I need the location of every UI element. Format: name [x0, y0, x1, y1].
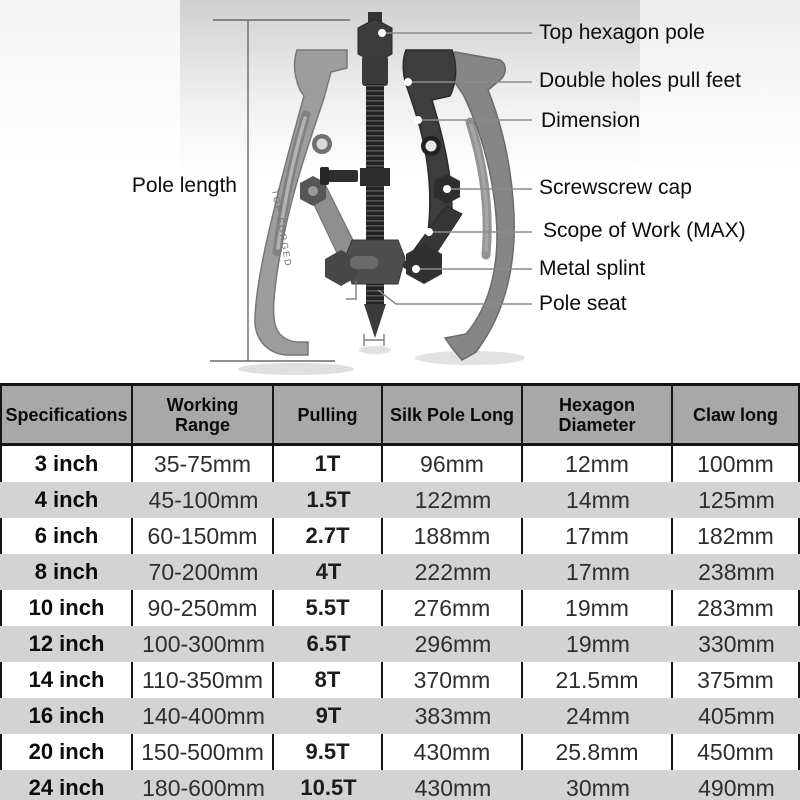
cell-hexagon-diameter: 17mm — [523, 518, 673, 554]
cell-specification: 20 inch — [0, 734, 133, 770]
cell-hexagon-diameter: 30mm — [566, 774, 630, 800]
cell-specification: 12 inch — [28, 631, 105, 656]
cell-pulling: 2.7T — [274, 518, 383, 554]
spec-table — [0, 383, 800, 800]
cell-pulling: 1.5T — [306, 487, 351, 512]
cell-specification: 16 inch — [28, 703, 105, 728]
cell-silk-pole-long: 222mm — [414, 558, 492, 585]
cell-silk-pole-long: 430mm — [383, 734, 523, 770]
header-label: Silk Pole Long — [389, 404, 514, 425]
label-top-hexagon-pole: Top hexagon pole — [539, 21, 705, 44]
table-row — [0, 590, 800, 626]
cell-silk-pole-long: 96mm — [383, 446, 523, 482]
label-double-holes-pull-feet: Double holes pull feet — [539, 69, 741, 92]
cell-claw-long: 450mm — [673, 734, 800, 770]
cell-claw-long: 238mm — [698, 558, 775, 585]
cell-hexagon-diameter: 25.8mm — [523, 734, 673, 770]
cell-working-range: 110-350mm — [133, 662, 274, 698]
cell-working-range: 180-600mm — [142, 774, 265, 800]
header-working-range — [133, 386, 274, 443]
cell-pulling: 8T — [274, 662, 383, 698]
cell-claw-long: 100mm — [673, 446, 800, 482]
table-body — [0, 446, 800, 800]
embossed-brand-text: TOP FORGED — [270, 188, 294, 269]
cell-hexagon-diameter: 24mm — [566, 702, 630, 729]
cell-silk-pole-long: 122mm — [414, 486, 492, 513]
cell-silk-pole-long: 296mm — [414, 630, 492, 657]
header-claw-long — [673, 386, 800, 443]
label-screwscrew-cap: Screwscrew cap — [539, 176, 692, 199]
cell-pulling: 6.5T — [306, 631, 351, 656]
cell-pulling: 5.5T — [274, 590, 383, 626]
cell-claw-long: 330mm — [698, 630, 775, 657]
cell-claw-long: 405mm — [698, 702, 775, 729]
table-row — [0, 698, 800, 734]
cell-claw-long: 375mm — [673, 662, 800, 698]
cell-hexagon-diameter: 19mm — [523, 590, 673, 626]
cell-hexagon-diameter: 12mm — [523, 446, 673, 482]
header-hexagon-diameter — [523, 386, 673, 443]
cell-specification: 10 inch — [0, 590, 133, 626]
label-pole-seat: Pole seat — [539, 292, 627, 315]
cell-claw-long: 182mm — [673, 518, 800, 554]
cell-pulling: 10.5T — [300, 775, 357, 800]
cell-working-range: 140-400mm — [142, 702, 265, 729]
cell-working-range: 60-150mm — [133, 518, 274, 554]
cell-working-range: 70-200mm — [148, 558, 259, 585]
header-label: Claw long — [693, 404, 778, 425]
table-row — [0, 518, 800, 554]
cell-specification: 24 inch — [28, 775, 105, 800]
header-label: Hexagon Diameter — [558, 394, 636, 435]
cell-specification: 8 inch — [34, 559, 99, 584]
cell-silk-pole-long: 370mm — [383, 662, 523, 698]
table-row — [0, 554, 800, 590]
cell-silk-pole-long: 430mm — [414, 774, 492, 800]
cell-working-range: 45-100mm — [148, 486, 259, 513]
label-pole-length: Pole length — [131, 174, 237, 197]
label-dimension: Dimension — [541, 109, 641, 132]
cell-working-range: 35-75mm — [133, 446, 274, 482]
cell-hexagon-diameter: 14mm — [566, 486, 630, 513]
header-label: Working Range — [166, 394, 239, 435]
header-specifications — [0, 386, 133, 443]
cell-claw-long: 490mm — [698, 774, 775, 800]
cell-pulling: 4T — [315, 559, 342, 584]
cell-hexagon-diameter: 17mm — [566, 558, 630, 585]
table-row — [0, 626, 800, 662]
table-row — [0, 446, 800, 482]
header-pulling — [274, 386, 383, 443]
cell-pulling: 1T — [274, 446, 383, 482]
table-header-row — [0, 383, 800, 446]
cell-silk-pole-long: 188mm — [383, 518, 523, 554]
table-row — [0, 482, 800, 518]
table-row — [0, 662, 800, 698]
puller-photo-section — [0, 0, 800, 383]
cell-silk-pole-long: 276mm — [383, 590, 523, 626]
label-metal-splint: Metal splint — [539, 257, 646, 280]
cell-working-range: 90-250mm — [133, 590, 274, 626]
cell-hexagon-diameter: 21.5mm — [523, 662, 673, 698]
cell-claw-long: 283mm — [673, 590, 800, 626]
table-row — [0, 734, 800, 770]
label-scope-of-work-max: Scope of Work (MAX) — [543, 219, 746, 242]
cell-pulling: 9.5T — [274, 734, 383, 770]
cell-claw-long: 125mm — [698, 486, 775, 513]
cell-specification: 3 inch — [0, 446, 133, 482]
cell-specification: 14 inch — [0, 662, 133, 698]
cell-pulling: 9T — [315, 703, 342, 728]
table-row — [0, 770, 800, 800]
cell-working-range: 150-500mm — [133, 734, 274, 770]
header-silk-pole-long — [383, 386, 523, 443]
cell-specification: 6 inch — [0, 518, 133, 554]
cell-working-range: 100-300mm — [142, 630, 265, 657]
header-label: Specifications — [5, 404, 128, 425]
cell-silk-pole-long: 383mm — [414, 702, 492, 729]
header-label: Pulling — [297, 404, 358, 425]
cell-hexagon-diameter: 19mm — [566, 630, 630, 657]
cell-specification: 4 inch — [34, 487, 99, 512]
